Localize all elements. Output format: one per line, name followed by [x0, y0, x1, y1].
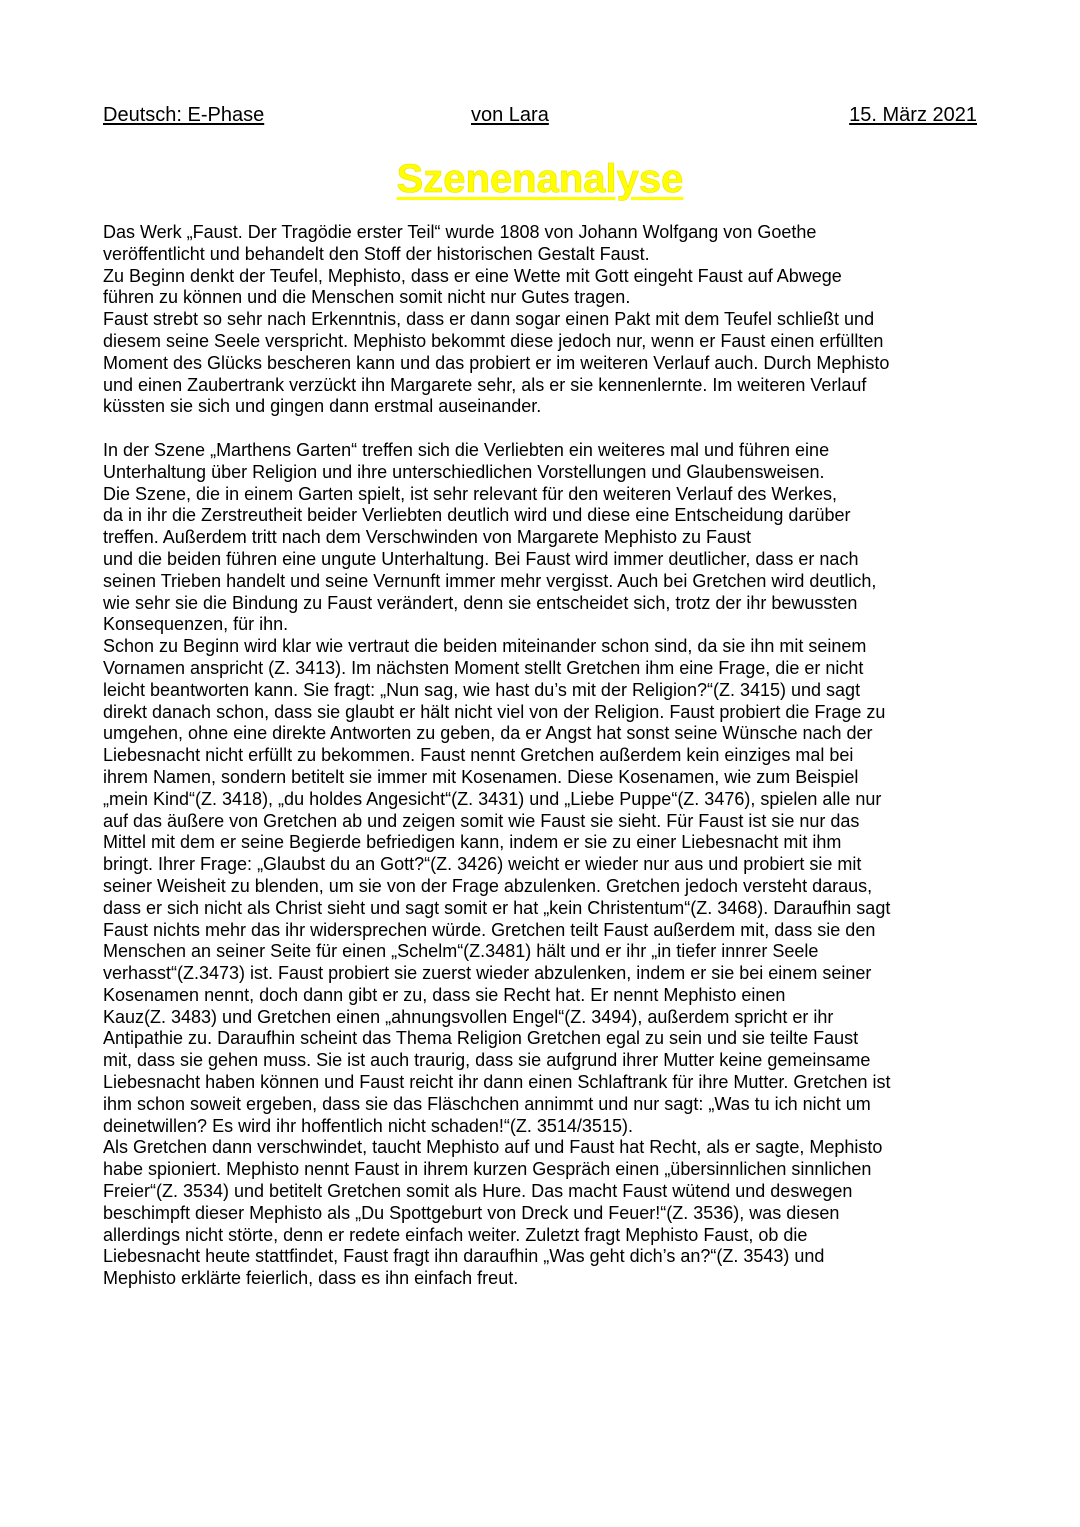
text-line: deinetwillen? Es wird ihr hoffentlich nicht schaden!“(Z. 3514/3515).	[103, 1115, 633, 1136]
text-line: Vornamen anspricht (Z. 3413). Im nächsten Moment stellt Gretchen ihm eine Frage, die er nicht	[103, 657, 864, 678]
text-line: treffen. Außerdem tritt nach dem Verschwinden von Margarete Mephisto zu Faust	[103, 527, 751, 548]
paragraph-intro	[103, 222, 977, 418]
text-line: Unterhaltung über Religion und ihre unterschiedlichen Vorstellungen und Glaubensweisen.	[103, 461, 825, 482]
text-line: Schon zu Beginn wird klar wie vertraut die beiden miteinander schon sind, da sie ihn mit seinem	[103, 636, 867, 657]
text-line: Menschen an seiner Seite für einen „Schelm“(Z.3481) hält und er ihr „in tiefer innrer Seele	[103, 941, 819, 962]
text-line: verhasst“(Z.3473) ist. Faust probiert sie zuerst wieder abzulenken, indem er sie bei einem seiner	[103, 963, 872, 984]
text-line: küssten sie sich und gingen dann erstmal auseinander.	[103, 396, 542, 417]
document-header	[103, 102, 977, 128]
text-line: Konsequenzen, für ihn.	[103, 614, 289, 635]
text-line: habe spioniert. Mephisto nennt Faust in ihrem kurzen Gespräch einen „übersinnlichen sinnlichen	[103, 1159, 872, 1180]
text-line: Mittel mit dem er seine Begierde befriedigen kann, indem er sie zu einer Liebesnacht mit ihm	[103, 832, 842, 853]
text-line: seiner Weisheit zu blenden, um sie von der Frage abzulenken. Gretchen jedoch versteht daraus,	[103, 875, 873, 896]
text-line: dass er sich nicht als Christ sieht und sagt somit er hat „kein Christentum“(Z. 3468). Daraufhin sagt	[103, 897, 891, 918]
text-line: wie sehr sie die Bindung zu Faust verändert, denn sie entscheidet sich, trotz der ihr bewussten	[103, 592, 858, 613]
text-line: Kauz(Z. 3483) und Gretchen einen „ahnungsvollen Engel“(Z. 3494), außerdem spricht er ihr	[103, 1006, 834, 1027]
text-line: Kosenamen nennt, doch dann gibt er zu, dass sie Recht hat. Er nennt Mephisto einen	[103, 984, 786, 1005]
text-line: Die Szene, die in einem Garten spielt, ist sehr relevant für den weiteren Verlauf des Werkes,	[103, 483, 838, 504]
text-line: bringt. Ihrer Frage: „Glaubst du an Gott?“(Z. 3426) weicht er wieder nur aus und probiert sie mit	[103, 854, 862, 875]
text-line: ihm schon soweit ergeben, dass sie das Fläschchen annimmt und nur sagt: „Was tu ich nicht um	[103, 1093, 871, 1114]
text-line: auf das äußere von Gretchen ab und zeigen somit wie Faust sie sieht. Für Faust ist sie nur das	[103, 810, 860, 831]
text-line: und die beiden führen eine ungute Unterhaltung. Bei Faust wird immer deutlicher, dass er nach	[103, 548, 859, 569]
document-page	[103, 102, 977, 1290]
paragraph-gap	[103, 418, 977, 440]
text-line: führen zu können und die Menschen somit nicht nur Gutes tragen.	[103, 287, 631, 308]
text-line: seinen Trieben handelt und seine Vernunft immer mehr vergisst. Auch bei Gretchen wird deutlich,	[103, 570, 877, 591]
document-body	[103, 222, 977, 1290]
text-line: Antipathie zu. Daraufhin scheint das Thema Religion Gretchen egal zu sein und sie teilte Faust	[103, 1028, 859, 1049]
text-line: Freier“(Z. 3534) und betitelt Gretchen somit als Hure. Das macht Faust wütend und deswegen	[103, 1181, 853, 1202]
text-line: beschimpft dieser Mephisto als „Du Spottgeburt von Dreck und Feuer!“(Z. 3536), was diesen	[103, 1202, 840, 1223]
text-line: Als Gretchen dann verschwindet, taucht Mephisto auf und Faust hat Recht, als er sagte, Mephisto	[103, 1137, 883, 1158]
text-line: „mein Kind“(Z. 3418), „du holdes Angesicht“(Z. 3431) und „Liebe Puppe“(Z. 3476), spielen alle nur	[103, 788, 882, 809]
text-line: und einen Zaubertrank verzückt ihn Margarete sehr, als er sie kennenlernte. Im weiteren Verlauf	[103, 374, 867, 395]
text-line: diesem seine Seele verspricht. Mephisto bekommt diese jedoch nur, wenn er Faust einen erfüllten	[103, 330, 884, 351]
text-line: Zu Beginn denkt der Teufel, Mephisto, dass er eine Wette mit Gott eingeht Faust auf Abwege	[103, 265, 842, 286]
text-line: Liebesnacht nicht erfüllt zu bekommen. Faust nennt Gretchen außerdem kein einziges mal bei	[103, 745, 854, 766]
text-line: allerdings nicht störte, denn er redete einfach weiter. Zuletzt fragt Mephisto Faust, ob die	[103, 1224, 808, 1245]
header-date: 15. März 2021	[849, 104, 977, 126]
text-line: Faust nichts mehr das ihr widersprechen würde. Gretchen teilt Faust außerdem mit, dass sie den	[103, 919, 876, 940]
text-line: Liebesnacht haben können und Faust reicht ihr dann einen Schlaftrank für ihre Mutter. Gretchen ist	[103, 1072, 891, 1093]
text-line: direkt danach schon, dass sie glaubt er hält nicht viel von der Religion. Faust probiert die Frage zu	[103, 701, 886, 722]
text-line: Faust strebt so sehr nach Erkenntnis, dass er dann sogar einen Pakt mit dem Teufel schließt und	[103, 309, 875, 330]
text-line: Mephisto erklärte feierlich, dass es ihn einfach freut.	[103, 1268, 519, 1289]
text-line: Liebesnacht heute stattfindet, Faust fragt ihn daraufhin „Was geht dich’s an?“(Z. 3543) und	[103, 1246, 825, 1267]
text-line: mit, dass sie gehen muss. Sie ist auch traurig, dass sie aufgrund ihrer Mutter keine gemeinsame	[103, 1050, 871, 1071]
text-line: Das Werk „Faust. Der Tragödie erster Teil“ wurde 1808 von Johann Wolfgang von Goethe	[103, 222, 817, 242]
text-line: leicht beantworten kann. Sie fragt: „Nun sag, wie hast du’s mit der Religion?“(Z. 3415) und sagt	[103, 679, 861, 700]
text-line: da in ihr die Zerstreutheit beider Verliebten deutlich wird und diese eine Entscheidung darüber	[103, 505, 851, 526]
document-title: Szenenanalyse	[396, 157, 684, 201]
text-line: ihrem Namen, sondern betitelt sie immer mit Kosenamen. Diese Kosenamen, wie zum Beispiel	[103, 766, 859, 787]
text-line: umgehen, ohne eine direkte Antworten zu geben, da er Angst hat sonst seine Wünsche nach der	[103, 723, 873, 744]
text-line: veröffentlicht und behandelt den Stoff der historischen Gestalt Faust.	[103, 243, 650, 264]
header-subject: Deutsch: E-Phase	[103, 104, 265, 126]
text-line: Moment des Glücks bescheren kann und das probiert er im weiteren Verlauf auch. Durch Mephisto	[103, 352, 890, 373]
paragraph-analysis	[103, 440, 977, 1290]
text-line: In der Szene „Marthens Garten“ treffen sich die Verliebten ein weiteres mal und führen eine	[103, 439, 830, 460]
header-author: von Lara	[471, 104, 549, 126]
